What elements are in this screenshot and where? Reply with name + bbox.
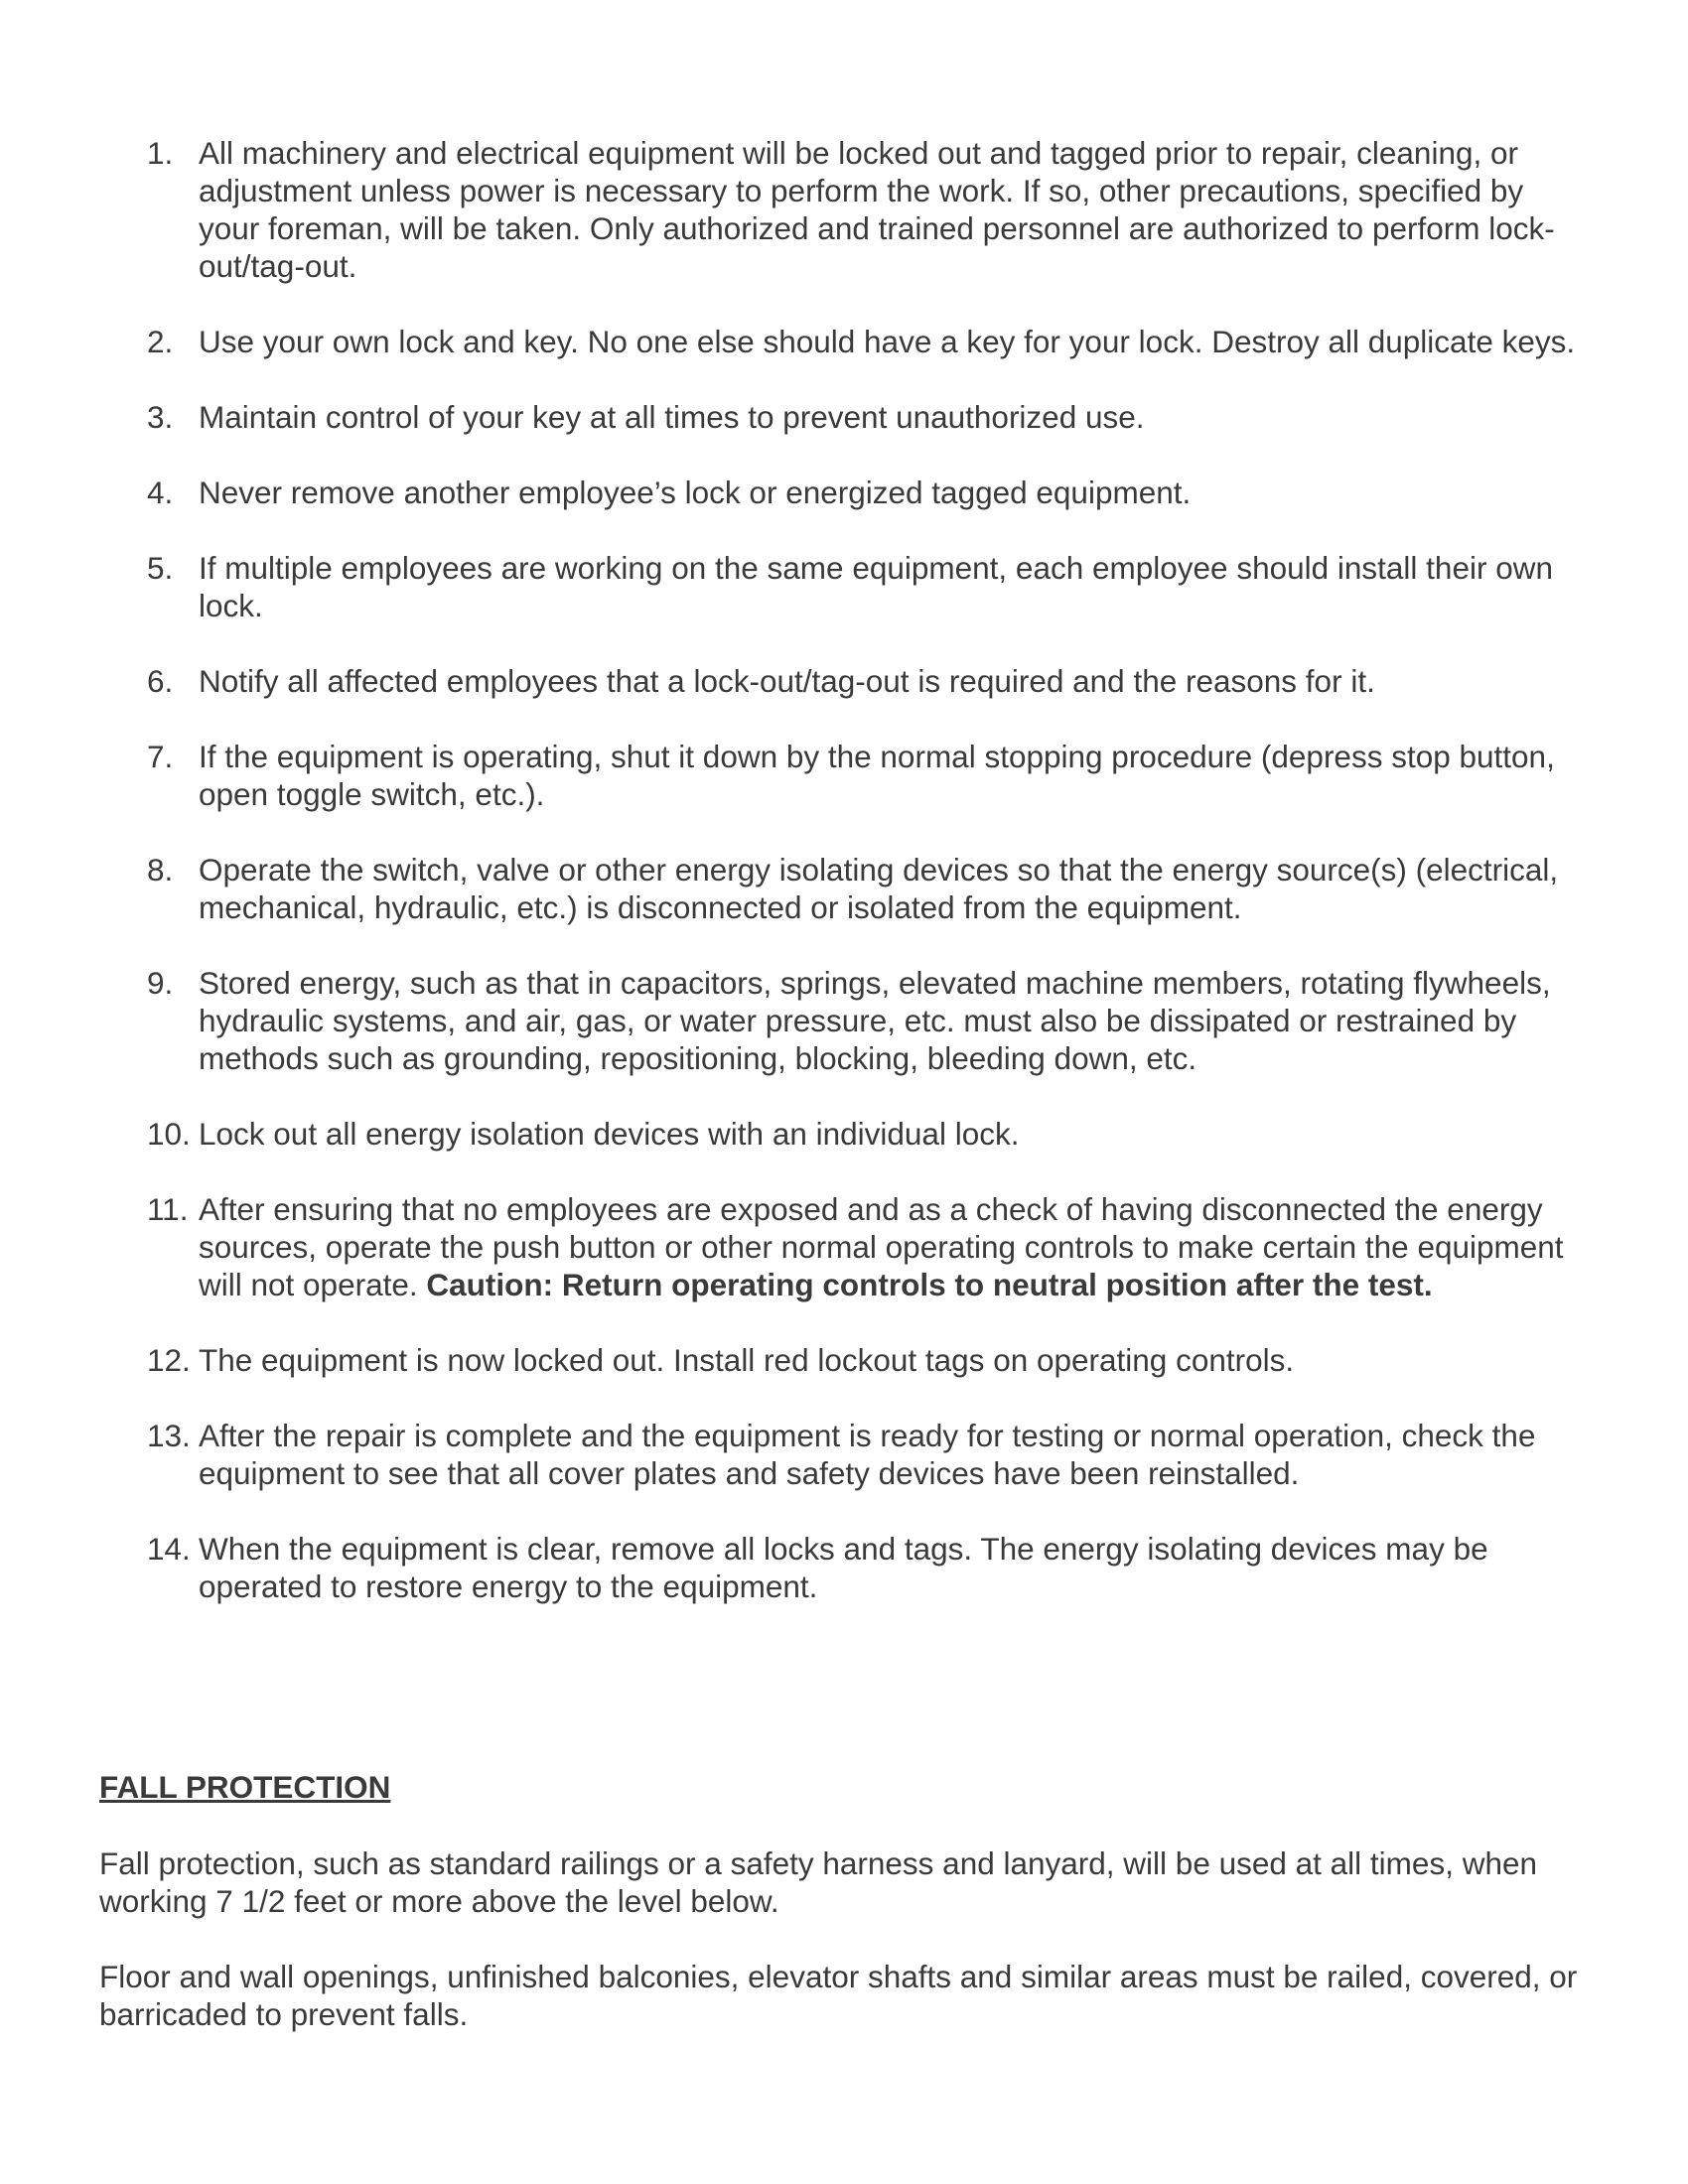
step-number: 14. — [147, 1531, 191, 1567]
step-text: When the equipment is clear, remove all locks and tags. The energy isolating devices may be operated to restore energy to the equipment. — [199, 1531, 1488, 1604]
step-number: 6. — [147, 663, 174, 699]
step-text: All machinery and electrical equipment will be locked out and tagged prior to repair, cleaning, or adjustment unless power is necessary to perform the work. If so, other precautions, specified by your foreman, will be taken. Only authorized and trained personnel are authorized to perform lock-out/tag-out. — [199, 135, 1555, 284]
step-number: 12. — [147, 1342, 191, 1378]
list-item — [147, 964, 1592, 1077]
list-item — [147, 1341, 1592, 1379]
list-item — [147, 1115, 1592, 1153]
list-item — [147, 549, 1592, 624]
step-number: 5. — [147, 550, 174, 586]
lockout-steps-list — [147, 134, 1592, 1643]
list-item — [147, 851, 1592, 926]
step-number: 4. — [147, 475, 174, 510]
step-text: Use your own lock and key. No one else should have a key for your lock. Destroy all duplicate keys. — [199, 324, 1576, 359]
step-text — [199, 1190, 1592, 1303]
step-number: 13. — [147, 1418, 191, 1453]
step-number: 7. — [147, 739, 174, 774]
list-item — [147, 398, 1592, 436]
step-number: 1. — [147, 135, 174, 171]
step-text: Notify all affected employees that a lock-out/tag-out is required and the reasons for it. — [199, 663, 1375, 699]
step-text: Stored energy, such as that in capacitors, springs, elevated machine members, rotating flywheels, hydraulic systems, and air, gas, or water pressure, etc. must also be dissipated or restrained by methods such as grounding, repositioning, blocking, bleeding down, etc. — [199, 965, 1551, 1076]
step-number: 10. — [147, 1116, 191, 1152]
list-item — [147, 134, 1592, 285]
fall-protection-heading: FALL PROTECTION — [99, 1769, 391, 1805]
step-text-regular: After ensuring that no employees are exposed and as a check of having disconnected the energy sources, operate the push button or other normal operating controls to make certain the equipment will not operate. — [199, 1191, 1564, 1302]
step-text: The equipment is now locked out. Install red lockout tags on operating controls. — [199, 1342, 1295, 1378]
fall-protection-paragraph-1: Fall protection, such as standard railings or a safety harness and lanyard, will be used at all times, when working 7 1/2 feet or more above the level below. — [99, 1845, 1538, 1919]
caution-text: Caution: Return operating controls to neutral position after the test. — [426, 1267, 1433, 1302]
step-text: Maintain control of your key at all times to prevent unauthorized use. — [199, 399, 1145, 435]
step-number: 9. — [147, 965, 174, 1001]
step-number: 8. — [147, 852, 174, 887]
step-text: If multiple employees are working on the same equipment, each employee should install their own lock. — [199, 550, 1553, 623]
fall-protection-paragraph-2: Floor and wall openings, unfinished balconies, elevator shafts and similar areas must be railed, covered, or barricaded to prevent falls. — [99, 1959, 1578, 2032]
step-number: 11. — [147, 1191, 189, 1227]
list-item — [147, 1190, 1592, 1303]
step-text: If the equipment is operating, shut it down by the normal stopping procedure (depress stop button, open toggle switch, etc.). — [199, 739, 1555, 812]
step-text: After the repair is complete and the equipment is ready for testing or normal operation, check the equipment to see that all cover plates and safety devices have been reinstalled. — [199, 1418, 1536, 1491]
step-text: Lock out all energy isolation devices with an individual lock. — [199, 1116, 1020, 1152]
list-item — [147, 1530, 1592, 1605]
step-text: Operate the switch, valve or other energy isolating devices so that the energy source(s) (electrical, mechanical, hydraulic, etc.) is disconnected or isolated from the equipment. — [199, 852, 1559, 925]
list-item — [147, 662, 1592, 700]
list-item — [147, 1417, 1592, 1492]
step-text: Never remove another employee’s lock or energized tagged equipment. — [199, 475, 1192, 510]
list-item — [147, 474, 1592, 511]
step-number: 2. — [147, 324, 174, 359]
step-number: 3. — [147, 399, 174, 435]
list-item — [147, 738, 1592, 813]
list-item — [147, 323, 1592, 360]
